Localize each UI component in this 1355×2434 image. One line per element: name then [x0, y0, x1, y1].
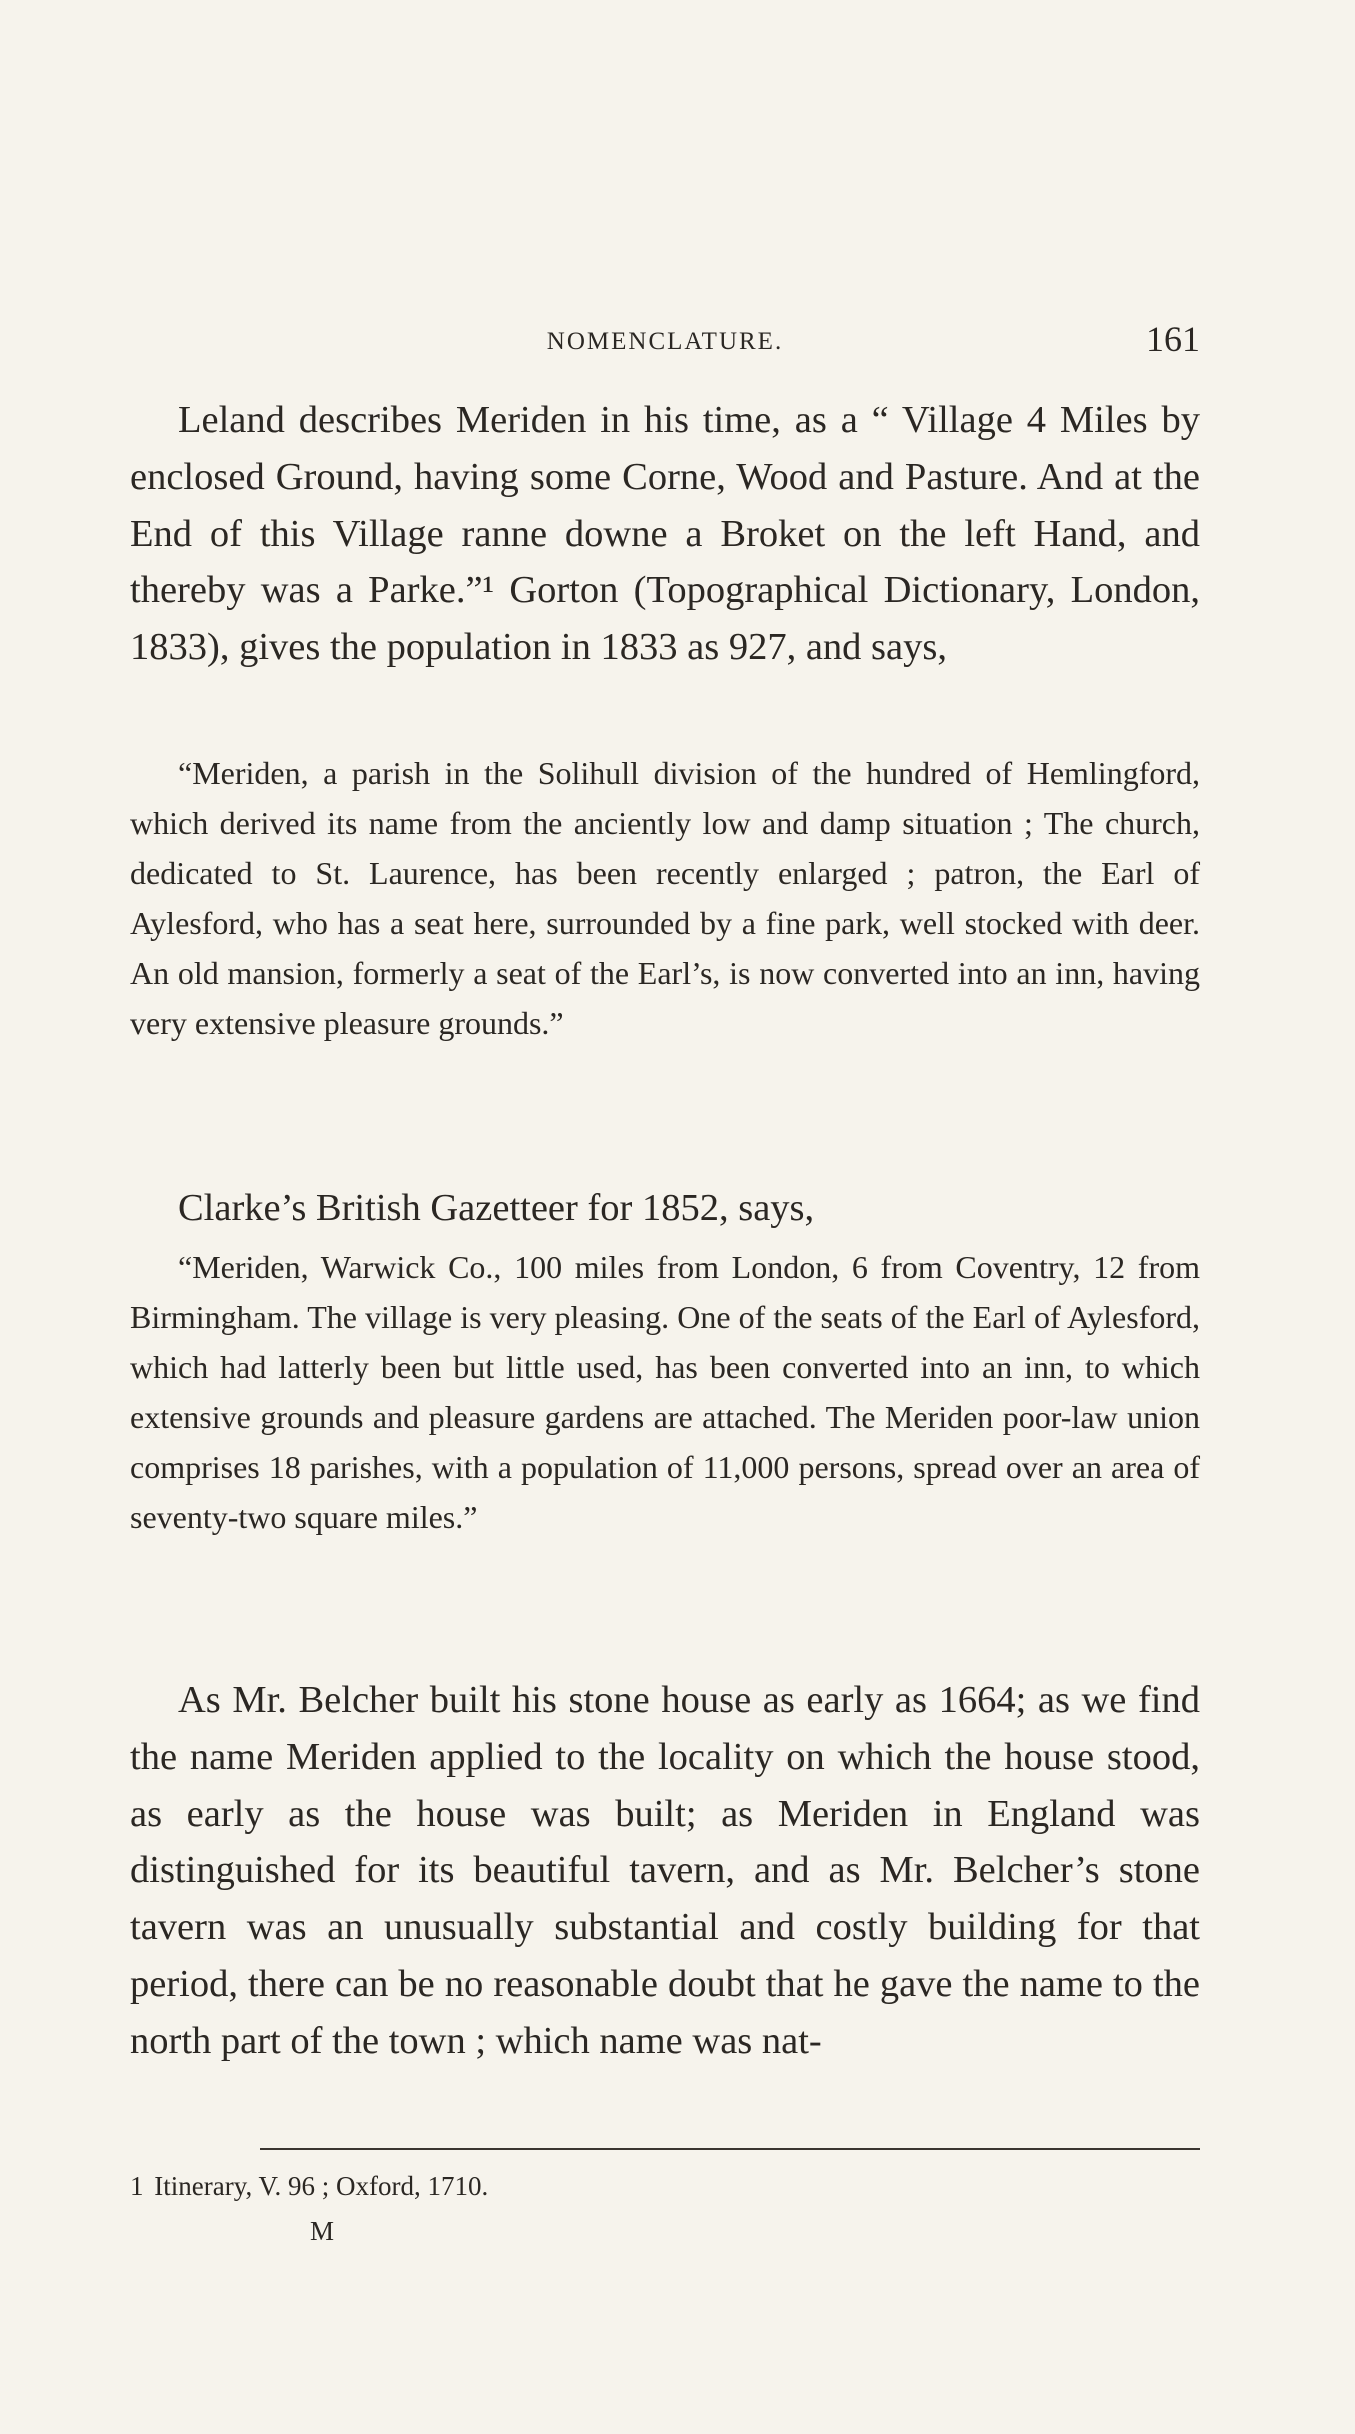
- signature-mark: M: [310, 2216, 336, 2246]
- quote-gorton: [130, 748, 1200, 1048]
- paragraph-leland: [130, 392, 1200, 676]
- paragraph-belcher-text: As Mr. Belcher built his stone house as early as 1664; as we find the name Meriden applied to the locality on which the house stood, as early as the house was built; as Meriden in England was distinguished for its beautiful tavern, and as Mr. Belcher’s stone tavern was an unusually substantial and costly building for that period, there can be no reasonable doubt that he gave the name to the north part of the town ; which name was nat-: [130, 1679, 1200, 2062]
- paragraph-belcher: [130, 1672, 1200, 2070]
- running-head: NOMENCLATURE.: [546, 328, 784, 355]
- quote-clarke: [130, 1242, 1200, 1542]
- footnote-marker: 1: [130, 2171, 144, 2201]
- footnote-divider: [260, 2148, 1200, 2150]
- footnote-text: Itinerary, V. 96 ; Oxford, 1710.: [154, 2171, 489, 2201]
- paragraph-leland-text: Leland describes Meriden in his time, as a “ Village 4 Miles by enclosed Ground, having some Corne, Wood and Pasture. And at the End of this Village ranne downe a Broket on the left Hand, and thereby was a Parke.”¹ Gorton (Topographical Dictionary, London, 1833), gives the population in 1833 as 927, and says,: [130, 399, 1200, 669]
- paragraph-clarke: [130, 1180, 1200, 1237]
- page-number: 161: [1146, 319, 1200, 359]
- footnote: [130, 2168, 488, 2204]
- page-header: [130, 318, 1200, 368]
- quote-gorton-text: “Meriden, a parish in the Solihull division of the hundred of Hemlingford, which derived its name from the anciently low and damp situation ; The church, dedicated to St. Laurence, has been recently enlarged ; patron, the Earl of Aylesford, who has a seat here, surrounded by a fine park, well stocked with deer. An old mansion, formerly a seat of the Earl’s, is now converted into an inn, having very extensive pleasure grounds.”: [130, 755, 1200, 1041]
- paragraph-clarke-text: Clarke’s British Gazetteer for 1852, says,: [178, 1187, 815, 1229]
- quote-clarke-text: “Meriden, Warwick Co., 100 miles from London, 6 from Coventry, 12 from Birmingham. The village is very pleasing. One of the seats of the Earl of Aylesford, which had latterly been but little used, has been converted into an inn, to which extensive grounds and pleasure gardens are attached. The Meriden poor-law union comprises 18 parishes, with a population of 11,000 persons, spread over an area of seventy-two square miles.”: [130, 1249, 1200, 1535]
